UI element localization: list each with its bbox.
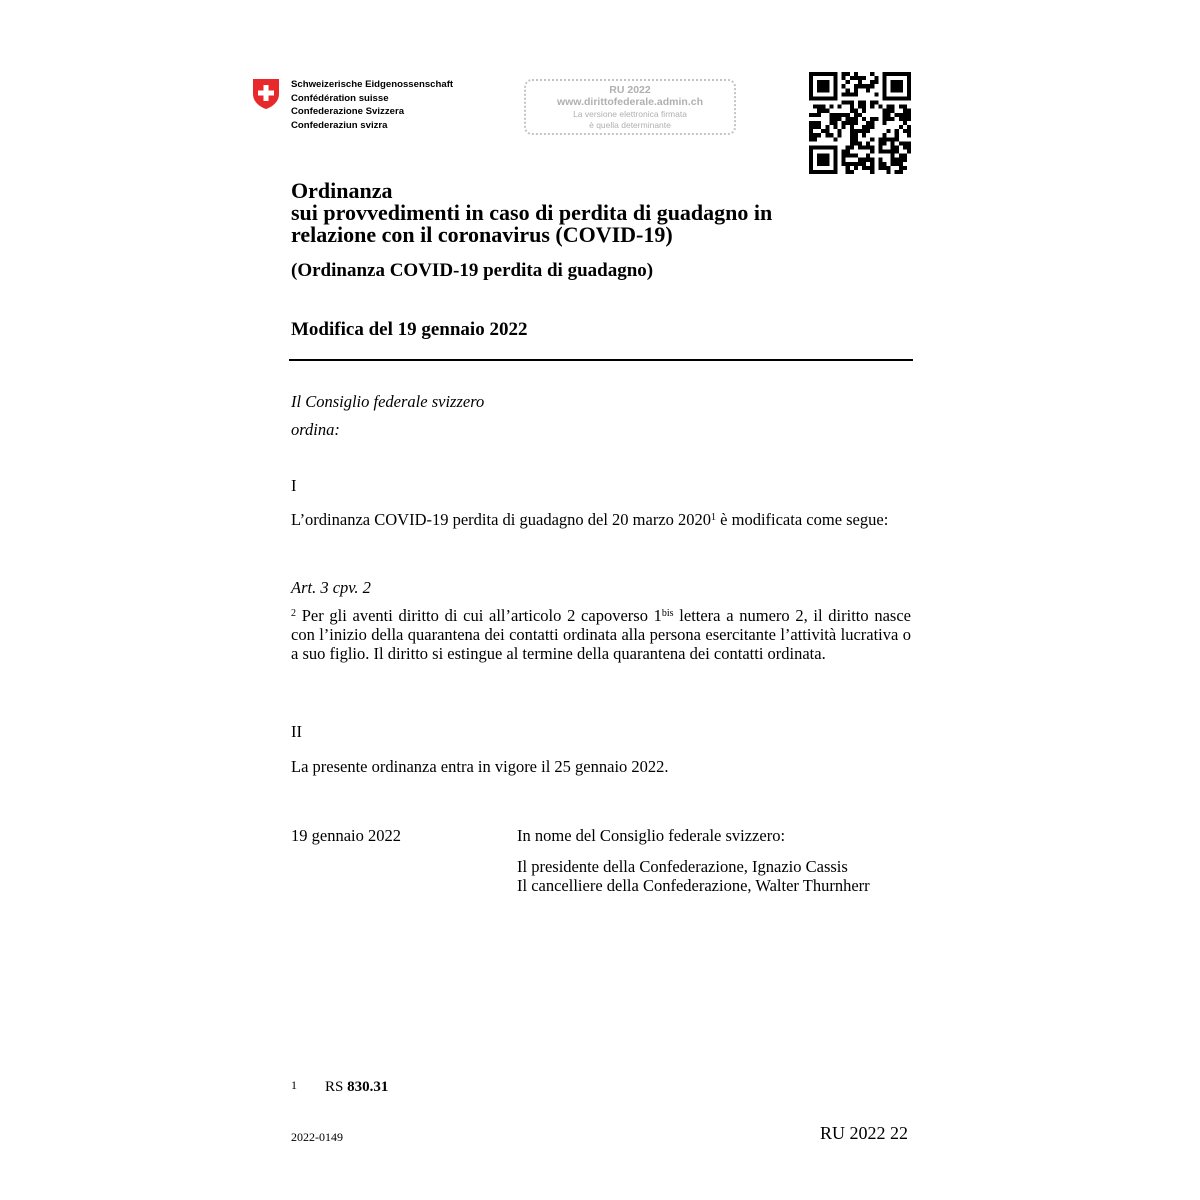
electronic-version-stamp: [524, 79, 736, 135]
preamble-verb: ordina:: [291, 420, 340, 439]
official-compilation-ref: RU 2022 22: [819, 1123, 908, 1143]
stamp-url[interactable]: www.dirittofederale.admin.ch: [556, 96, 704, 108]
amendment-date: Modifica del 19 gennaio 2022: [291, 319, 528, 340]
federation-names: [291, 78, 453, 132]
section-i-numeral: I: [291, 476, 297, 495]
document-id: 2022-0149: [291, 1130, 343, 1144]
signature-block: [517, 826, 870, 895]
article-paragraph: [291, 606, 911, 663]
federation-name-de: Schweizerische Eidgenossenschaft: [291, 79, 454, 90]
footnote-ref[interactable]: 830.31: [347, 1079, 389, 1095]
section-ii-text: La presente ordinanza entra in vigore il 25 gennaio 2022.: [291, 757, 669, 776]
footnote-prefix: RS: [325, 1079, 348, 1095]
section-i-intro: [291, 510, 911, 529]
intro-text: L’ordinanza COVID-19 perdita di guadagno del 20 marzo 2020: [291, 510, 712, 529]
title-divider: [289, 359, 913, 361]
chancellor-line: Il cancelliere della Confederazione, Walter Thurnherr: [517, 876, 870, 895]
federation-name-it: Confederazione Svizzera: [291, 106, 405, 117]
stamp-note-1: La versione elettronica firmata: [573, 109, 687, 119]
on-behalf-line: In nome del Consiglio federale svizzero:: [517, 826, 786, 845]
preamble-issuer: Il Consiglio federale svizzero: [291, 392, 485, 411]
paragraph-number: 2: [291, 608, 296, 619]
title-line-1: Ordinanza: [291, 178, 393, 203]
footnote-text: [325, 1079, 388, 1096]
swiss-coat-of-arms-logo: [252, 78, 280, 110]
short-title: (Ordinanza COVID-19 perdita di guadagno): [291, 260, 654, 281]
federation-name-fr: Confédération suisse: [291, 92, 389, 104]
document-title: [291, 180, 911, 246]
paragraph-sup: bis: [661, 608, 674, 619]
article-reference: Art. 3 cpv. 2: [291, 578, 371, 597]
section-ii-numeral: II: [291, 722, 302, 741]
title-line-2: sui provvedimenti in caso di perdita di guadagno in: [291, 200, 773, 225]
signature-date: 19 gennaio 2022: [291, 826, 401, 845]
paragraph-text-end: lettera a numero 2, il diritto nasce con l’inizio della quarantena dei contatti ordinata alla persona esercitante l’attività lucrativa o a suo figlio. Il diritto si estingue al termine della quarantena dei contatti ordinata.: [291, 606, 911, 663]
intro-text-end: è modificata come segue:: [716, 510, 889, 529]
federation-name-rm: Confederaziun svizra: [291, 119, 388, 131]
footnote-number: 1: [291, 1078, 297, 1092]
title-line-3: relazione con il coronavirus (COVID-19): [291, 222, 673, 247]
president-line: Il presidente della Confederazione, Ignazio Cassis: [517, 857, 848, 876]
stamp-note-2: è quella determinante: [589, 120, 671, 130]
paragraph-text: Per gli aventi diritto di cui all’articolo 2 capoverso 1: [296, 606, 662, 625]
qr-code-icon: [809, 72, 911, 174]
stamp-collection: RU 2022: [609, 84, 651, 96]
footnote-ref-1[interactable]: 1: [711, 512, 717, 523]
